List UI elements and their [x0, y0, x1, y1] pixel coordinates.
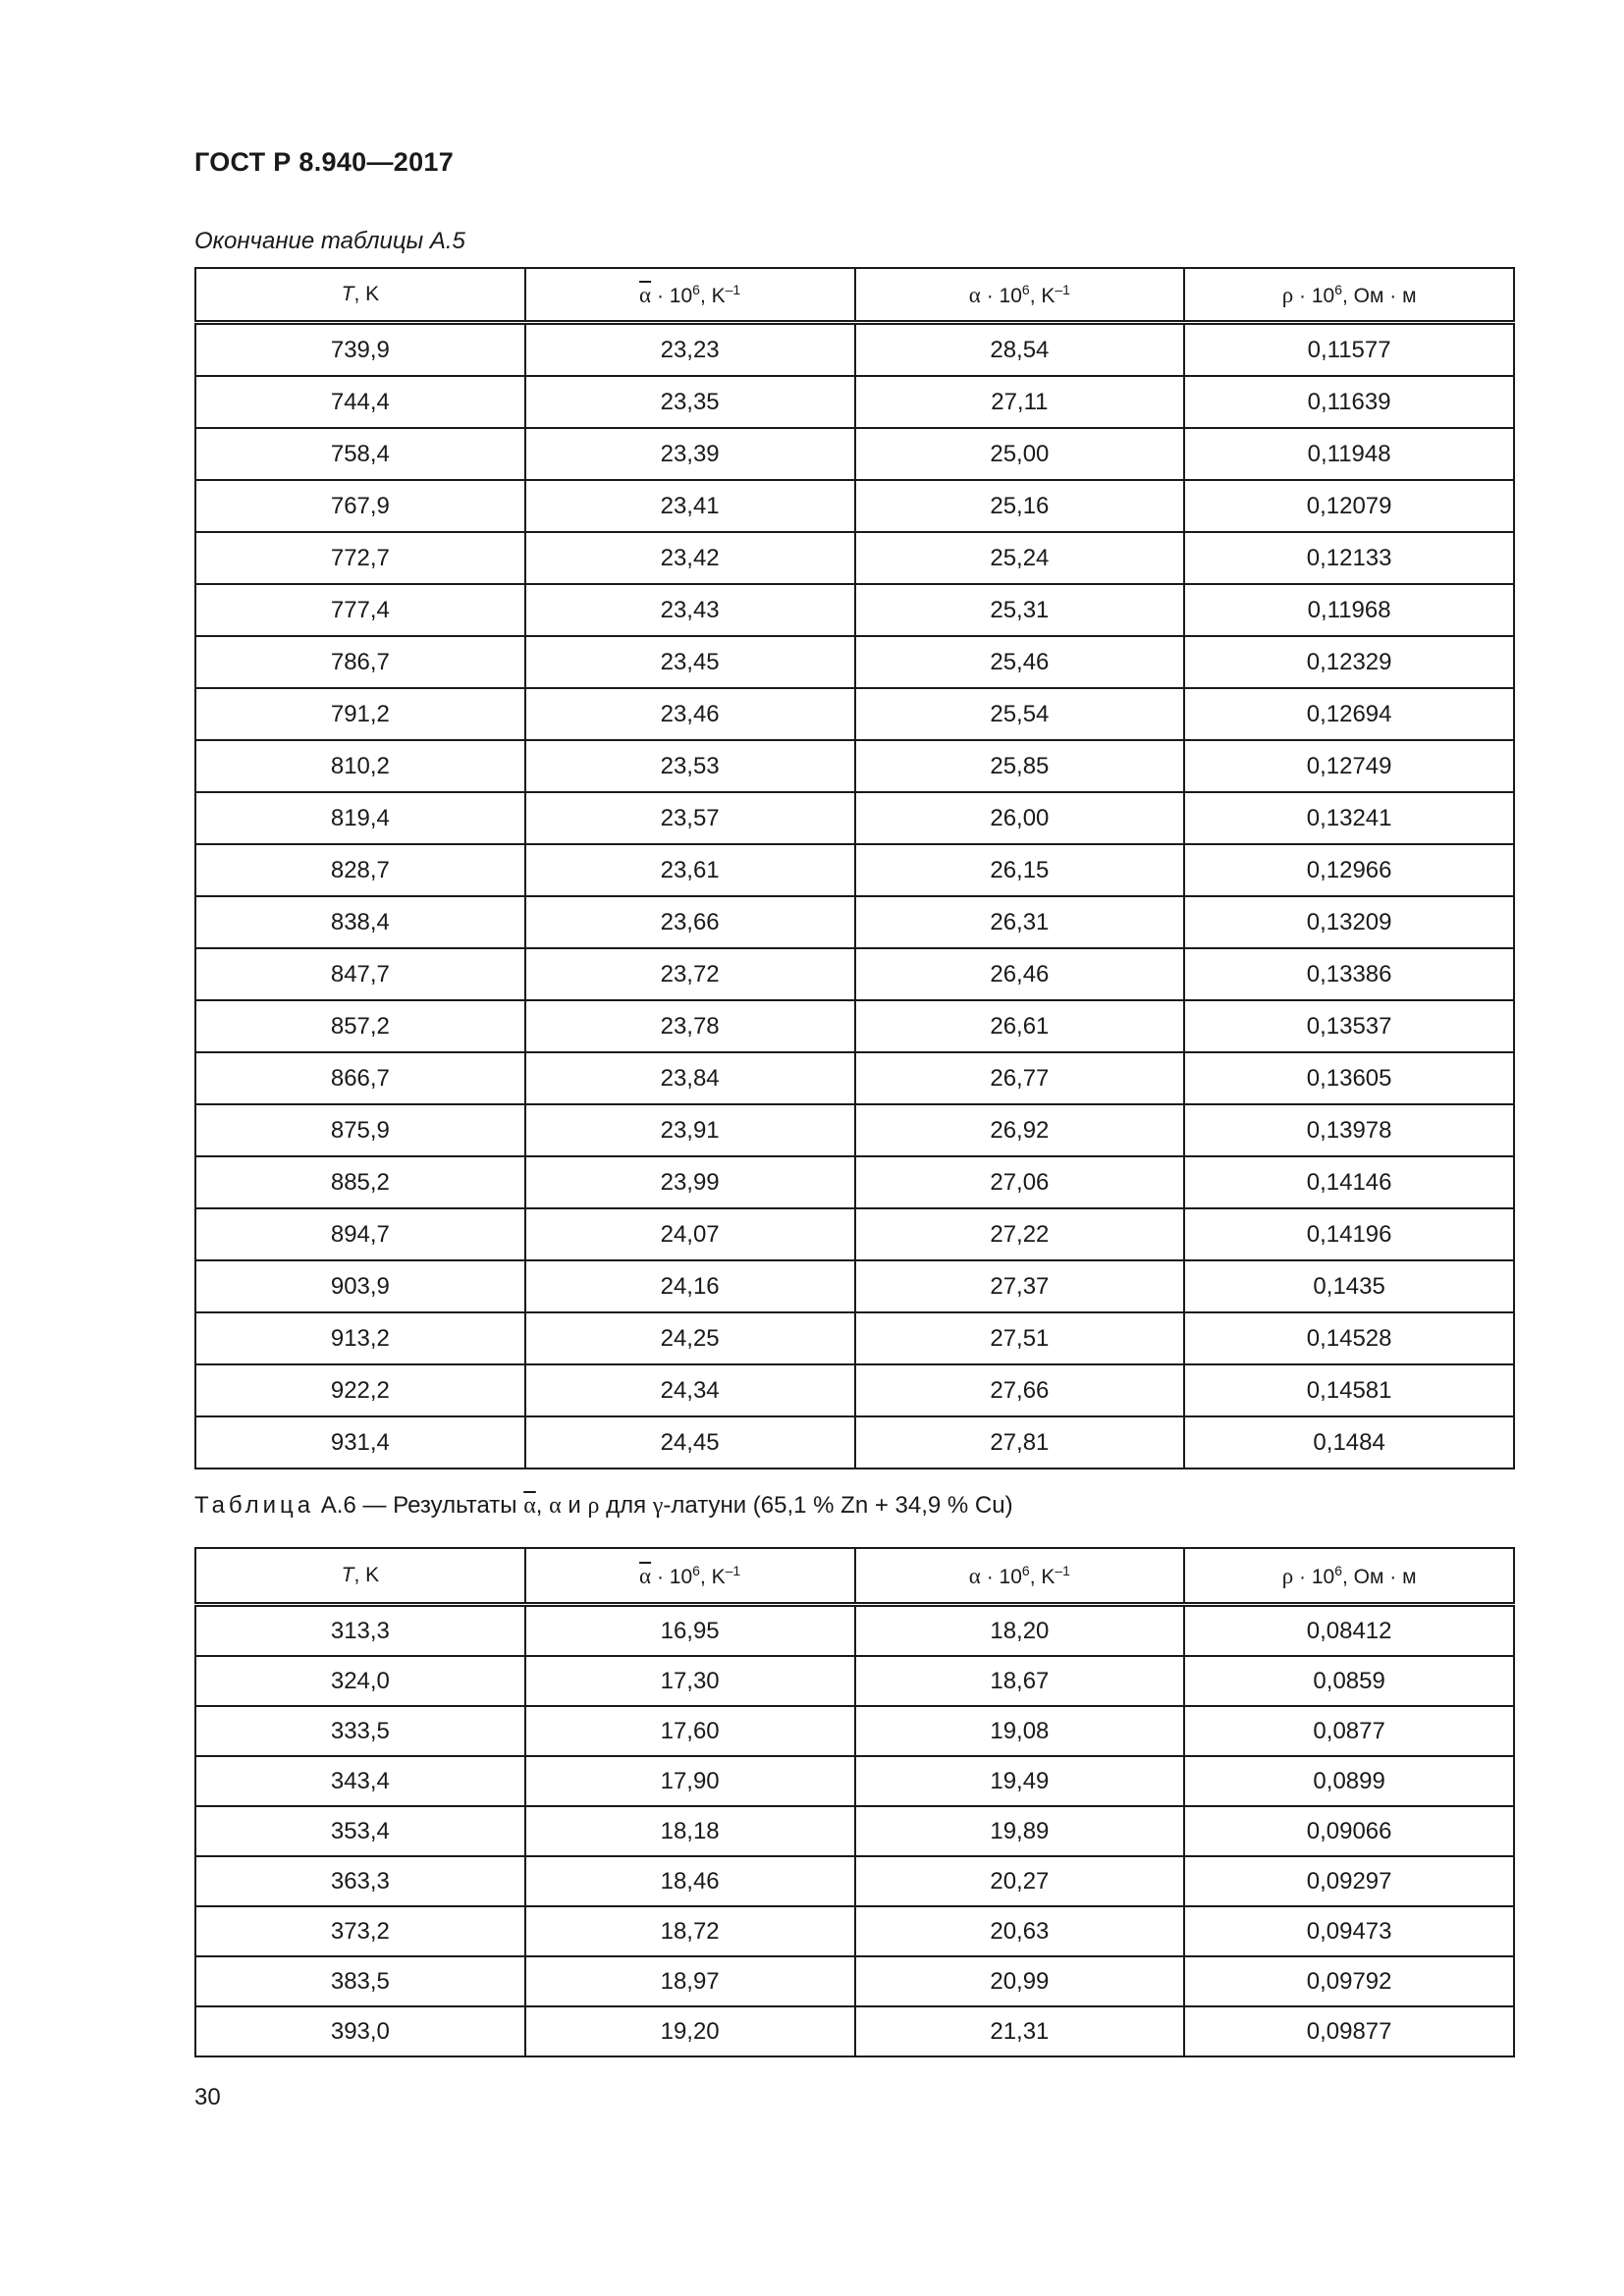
table-a5 [194, 267, 1515, 1469]
table-cell: 24,25 [525, 1312, 855, 1364]
table-cell: 0,13605 [1184, 1052, 1514, 1104]
table-cell: 24,16 [525, 1260, 855, 1312]
table-cell: 25,31 [855, 584, 1185, 636]
table-cell: 383,5 [195, 1956, 525, 2006]
table-cell: 24,07 [525, 1208, 855, 1260]
table-cell: 18,46 [525, 1856, 855, 1906]
table-cell: 0,11577 [1184, 323, 1514, 377]
table-cell: 23,99 [525, 1156, 855, 1208]
table-row [195, 844, 1514, 896]
table-row [195, 532, 1514, 584]
table-cell: 25,00 [855, 428, 1185, 480]
table-a6 [194, 1547, 1515, 2057]
document-header: ГОСТ Р 8.940—2017 [194, 147, 455, 177]
table-cell: 866,7 [195, 1052, 525, 1104]
table-cell: 0,12079 [1184, 480, 1514, 532]
table-cell: 23,39 [525, 428, 855, 480]
table-cell: 24,34 [525, 1364, 855, 1416]
table-cell: 772,7 [195, 532, 525, 584]
table-cell: 0,12133 [1184, 532, 1514, 584]
table-cell: 23,78 [525, 1000, 855, 1052]
table-cell: 0,13537 [1184, 1000, 1514, 1052]
table-a6-caption: Таблица А.6 — Результаты $\overline{\alpha}$, α и ρ для γ-латуни (65,1 % Zn + 34,9 % Cu) [194, 1492, 1013, 1519]
column-header-alpha: $\alpha \cdot 10^6$, $K^{-1}$ [855, 1548, 1185, 1605]
table-cell: 25,54 [855, 688, 1185, 740]
table-cell: 857,2 [195, 1000, 525, 1052]
table-a5-body [195, 323, 1514, 1469]
table-cell: 19,08 [855, 1706, 1185, 1756]
table-cell: 17,90 [525, 1756, 855, 1806]
table-cell: 828,7 [195, 844, 525, 896]
table-cell: 23,66 [525, 896, 855, 948]
table-cell: 19,89 [855, 1806, 1185, 1856]
column-header-resistivity: $\rho \cdot 10^6$, Ом · м [1184, 1548, 1514, 1605]
column-header-temperature: T, K [195, 268, 525, 323]
table-row [195, 636, 1514, 688]
table-cell: 21,31 [855, 2006, 1185, 2056]
table-cell: 838,4 [195, 896, 525, 948]
table-cell: 0,13241 [1184, 792, 1514, 844]
table-cell: 27,66 [855, 1364, 1185, 1416]
table-cell: 18,20 [855, 1605, 1185, 1657]
table-cell: 0,09473 [1184, 1906, 1514, 1956]
table-cell: 25,46 [855, 636, 1185, 688]
table-row [195, 1260, 1514, 1312]
table-row [195, 1364, 1514, 1416]
table-cell: 26,77 [855, 1052, 1185, 1104]
table-cell: 810,2 [195, 740, 525, 792]
table-row [195, 1656, 1514, 1706]
table-cell: 0,14146 [1184, 1156, 1514, 1208]
table-cell: 27,06 [855, 1156, 1185, 1208]
table-cell: 777,4 [195, 584, 525, 636]
table-cell: 27,51 [855, 1312, 1185, 1364]
table-cell: 26,92 [855, 1104, 1185, 1156]
table-row [195, 1416, 1514, 1468]
table-cell: 28,54 [855, 323, 1185, 377]
column-header-temperature: T, K [195, 1548, 525, 1605]
table-row [195, 1000, 1514, 1052]
table-a6-body [195, 1605, 1514, 2057]
table-cell: 373,2 [195, 1906, 525, 1956]
table-cell: 26,31 [855, 896, 1185, 948]
table-cell: 0,09297 [1184, 1856, 1514, 1906]
table-cell: 26,46 [855, 948, 1185, 1000]
table-cell: 0,12966 [1184, 844, 1514, 896]
table-cell: 20,63 [855, 1906, 1185, 1956]
table-cell: 23,91 [525, 1104, 855, 1156]
table-cell: 26,61 [855, 1000, 1185, 1052]
table-cell: 393,0 [195, 2006, 525, 2056]
table-row [195, 428, 1514, 480]
table-a5-header-row [195, 268, 1514, 323]
table-cell: 23,57 [525, 792, 855, 844]
table-cell: 767,9 [195, 480, 525, 532]
table-cell: 758,4 [195, 428, 525, 480]
table-row [195, 1104, 1514, 1156]
table-cell: 24,45 [525, 1416, 855, 1468]
table-row [195, 1208, 1514, 1260]
table-cell: 17,30 [525, 1656, 855, 1706]
table-cell: 0,13978 [1184, 1104, 1514, 1156]
table-cell: 0,0859 [1184, 1656, 1514, 1706]
table-cell: 0,12749 [1184, 740, 1514, 792]
table-a5-caption: Окончание таблицы А.5 [194, 228, 465, 254]
table-row [195, 1312, 1514, 1364]
column-header-resistivity: $\rho \cdot 10^6$, Ом · м [1184, 268, 1514, 323]
table-row [195, 896, 1514, 948]
table-cell: 739,9 [195, 323, 525, 377]
table-cell: 18,67 [855, 1656, 1185, 1706]
table-cell: 0,11948 [1184, 428, 1514, 480]
table-a6-header-row [195, 1548, 1514, 1605]
table-row [195, 1156, 1514, 1208]
table-cell: 0,11639 [1184, 376, 1514, 428]
table-cell: 20,99 [855, 1956, 1185, 2006]
table-cell: 922,2 [195, 1364, 525, 1416]
table-cell: 885,2 [195, 1156, 525, 1208]
table-cell: 26,00 [855, 792, 1185, 844]
table-cell: 324,0 [195, 1656, 525, 1706]
table-cell: 23,84 [525, 1052, 855, 1104]
table-cell: 17,60 [525, 1706, 855, 1756]
table-cell: 18,72 [525, 1906, 855, 1956]
table-cell: 23,23 [525, 323, 855, 377]
table-cell: 903,9 [195, 1260, 525, 1312]
table-cell: 847,7 [195, 948, 525, 1000]
table-cell: 0,12694 [1184, 688, 1514, 740]
table-cell: 23,45 [525, 636, 855, 688]
column-header-alpha: $\alpha \cdot 10^6$, $K^{-1}$ [855, 268, 1185, 323]
table-cell: 894,7 [195, 1208, 525, 1260]
table-row [195, 792, 1514, 844]
table-cell: 23,72 [525, 948, 855, 1000]
table-cell: 0,1435 [1184, 1260, 1514, 1312]
table-cell: 23,61 [525, 844, 855, 896]
table-cell: 25,24 [855, 532, 1185, 584]
table-cell: 0,09792 [1184, 1956, 1514, 2006]
table-cell: 343,4 [195, 1756, 525, 1806]
table-cell: 0,14528 [1184, 1312, 1514, 1364]
table-cell: 25,16 [855, 480, 1185, 532]
table-cell: 0,14196 [1184, 1208, 1514, 1260]
table-cell: 19,20 [525, 2006, 855, 2056]
table-cell: 363,3 [195, 1856, 525, 1906]
table-cell: 333,5 [195, 1706, 525, 1756]
table-row [195, 1856, 1514, 1906]
column-header-mean-alpha: $\overline{\alpha} \cdot 10^6$, $K^{-1}$ [525, 268, 855, 323]
table-cell: 18,18 [525, 1806, 855, 1856]
table-row [195, 1806, 1514, 1856]
table-cell: 23,35 [525, 376, 855, 428]
table-row [195, 480, 1514, 532]
table-cell: 27,37 [855, 1260, 1185, 1312]
table-cell: 0,14581 [1184, 1364, 1514, 1416]
table-cell: 27,81 [855, 1416, 1185, 1468]
table-cell: 18,97 [525, 1956, 855, 2006]
table-cell: 0,0877 [1184, 1706, 1514, 1756]
table-cell: 27,11 [855, 376, 1185, 428]
table-row [195, 1052, 1514, 1104]
table-cell: 913,2 [195, 1312, 525, 1364]
table-row [195, 1706, 1514, 1756]
table-cell: 931,4 [195, 1416, 525, 1468]
table-cell: 0,09877 [1184, 2006, 1514, 2056]
table-cell: 786,7 [195, 636, 525, 688]
table-cell: 23,46 [525, 688, 855, 740]
table-cell: 20,27 [855, 1856, 1185, 1906]
table-cell: 0,08412 [1184, 1605, 1514, 1657]
table-cell: 25,85 [855, 740, 1185, 792]
table-cell: 23,53 [525, 740, 855, 792]
table-cell: 353,4 [195, 1806, 525, 1856]
table-row [195, 1605, 1514, 1657]
page-number: 30 [194, 2084, 221, 2110]
table-row [195, 1956, 1514, 2006]
table-cell: 0,13209 [1184, 896, 1514, 948]
table-cell: 23,43 [525, 584, 855, 636]
table-cell: 27,22 [855, 1208, 1185, 1260]
table-cell: 19,49 [855, 1756, 1185, 1806]
table-cell: 875,9 [195, 1104, 525, 1156]
table-row [195, 2006, 1514, 2056]
table-cell: 791,2 [195, 688, 525, 740]
table-row [195, 323, 1514, 377]
table-cell: 23,42 [525, 532, 855, 584]
table-cell: 313,3 [195, 1605, 525, 1657]
table-row [195, 1906, 1514, 1956]
table-cell: 0,09066 [1184, 1806, 1514, 1856]
table-cell: 0,13386 [1184, 948, 1514, 1000]
table-cell: 744,4 [195, 376, 525, 428]
table-row [195, 740, 1514, 792]
table-cell: 0,1484 [1184, 1416, 1514, 1468]
table-row [195, 1756, 1514, 1806]
table-row [195, 688, 1514, 740]
table-cell: 0,12329 [1184, 636, 1514, 688]
table-row [195, 584, 1514, 636]
table-cell: 0,11968 [1184, 584, 1514, 636]
table-cell: 0,0899 [1184, 1756, 1514, 1806]
table-row [195, 948, 1514, 1000]
table-cell: 819,4 [195, 792, 525, 844]
table-row [195, 376, 1514, 428]
column-header-mean-alpha: $\overline{\alpha} \cdot 10^6$, $K^{-1}$ [525, 1548, 855, 1605]
table-cell: 16,95 [525, 1605, 855, 1657]
table-cell: 23,41 [525, 480, 855, 532]
table-cell: 26,15 [855, 844, 1185, 896]
